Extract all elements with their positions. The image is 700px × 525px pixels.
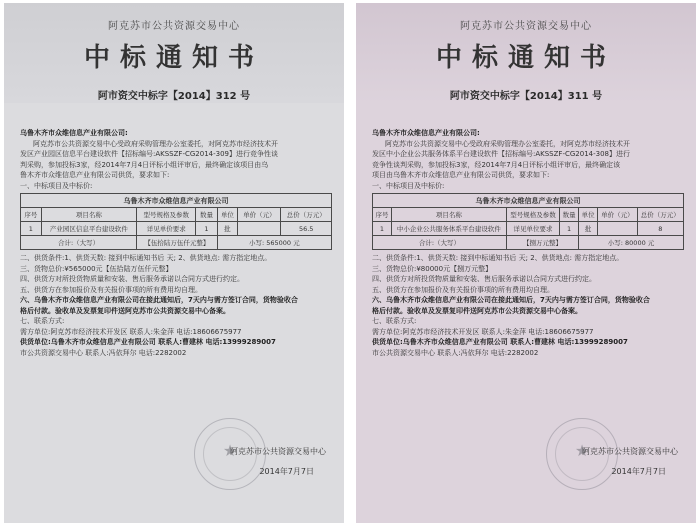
term-line: 六、乌鲁木齐市众维信息产业有限公司在接此通知后，7天内与需方签订合同，货物验收合 bbox=[372, 296, 650, 304]
total-label: 合计:（大写） bbox=[373, 236, 507, 250]
contact-line: 需方单位:阿克苏市经济技术开发区 联系人:朱金萍 电话:18606675977 bbox=[372, 327, 594, 336]
term-line: 六、乌鲁木齐市众维信息产业有限公司在接此通知后，7天内与需方签订合同，货物验收合 bbox=[20, 296, 298, 304]
contact-line: 供货单位:乌鲁木齐市众维信息产业有限公司 联系人:曹建林 电话:13999289007 bbox=[372, 338, 628, 346]
signature-org: 阿克苏市公共资源交易中心 bbox=[582, 447, 678, 456]
header-cell: 单位 bbox=[579, 208, 598, 222]
header-cell: 单价（元） bbox=[598, 208, 638, 222]
header-cell: 数量 bbox=[196, 208, 217, 222]
contact-line: 供货单位:乌鲁木齐市众维信息产业有限公司 联系人:曹建林 电话:13999289007 bbox=[20, 338, 276, 346]
row-cell: 详见单位要求 bbox=[506, 222, 559, 236]
header-cell: 项目名称 bbox=[391, 208, 506, 222]
total-small: 小写: 80000 元 bbox=[579, 236, 684, 250]
term-line: 四、供货方对所投货物质量和安装、售后服务承诺以合同方式进行约定。 bbox=[20, 275, 244, 283]
total-small: 小写: 565000 元 bbox=[217, 236, 331, 250]
document-body bbox=[20, 128, 332, 358]
addressee: 乌鲁木齐市众维信息产业有限公司: bbox=[372, 129, 480, 137]
body-line: 鲁木齐市众维信息产业有限公司供货，要求如下: bbox=[20, 171, 170, 179]
issuer-name: 阿克苏市公共资源交易中心 bbox=[108, 21, 240, 32]
table-header-row bbox=[373, 208, 684, 222]
term-line: 四、供货方对所投货物质量和安装、售后服务承诺以合同方式进行约定。 bbox=[372, 275, 596, 283]
table-company: 乌鲁木齐市众维信息产业有限公司 bbox=[21, 194, 332, 208]
row-cell: 1 bbox=[373, 222, 392, 236]
header-cell: 序号 bbox=[373, 208, 392, 222]
row-cell: 批 bbox=[579, 222, 598, 236]
term-line: 格后付款。验收单及发票复印件送阿克苏市公共资源交易中心备案。 bbox=[372, 306, 582, 315]
award-table bbox=[372, 193, 684, 250]
row-cell: 1 bbox=[21, 222, 42, 236]
term-line: 格后付款。验收单及发票复印件送阿克苏市公共资源交易中心备案。 bbox=[20, 306, 230, 315]
term-line: 二、供货条件:1、供货天数: 接到中标通知书后 天; 2、供货地点: 需方指定地点。 bbox=[20, 254, 272, 262]
table-company: 乌鲁木齐市众维信息产业有限公司 bbox=[373, 194, 684, 208]
document-title: 中标通知书 bbox=[435, 43, 616, 73]
table-row bbox=[21, 222, 332, 236]
term-line: 七、联系方式: bbox=[20, 317, 65, 325]
header-cell: 数量 bbox=[560, 208, 579, 222]
header-cell: 型号规格及参数 bbox=[506, 208, 559, 222]
term-line: 三、货物总价:¥565000元【伍拾陆万伍仟元整】 bbox=[20, 264, 173, 273]
header-cell: 总价（万元） bbox=[637, 208, 683, 222]
term-line: 三、货物总价:¥80000元【捌万元整】 bbox=[372, 264, 493, 273]
signature-date: 2014年7月7日 bbox=[611, 467, 666, 476]
header-cell: 单位 bbox=[217, 208, 238, 222]
table-row bbox=[373, 222, 684, 236]
term-line: 五、供货方在参加报价及有关报价事项的所有费用均自理。 bbox=[20, 285, 202, 294]
star-icon: ★ bbox=[222, 441, 238, 460]
section-heading: 一、中标项目及中标价: bbox=[372, 181, 445, 190]
award-table bbox=[20, 193, 332, 250]
header-cell: 项目名称 bbox=[41, 208, 136, 222]
total-words: 【伍拾陆万伍仟元整】 bbox=[137, 236, 217, 250]
row-cell: 详见单价要求 bbox=[137, 222, 196, 236]
body-line: 阿克苏市公共资源交易中心受政府采购管理办公室委托，对阿克苏市经济技术开 bbox=[385, 139, 630, 148]
row-cell bbox=[598, 222, 638, 236]
document-body bbox=[372, 128, 684, 358]
issuer-name: 阿克苏市公共资源交易中心 bbox=[460, 21, 592, 32]
table-total-row bbox=[21, 236, 332, 250]
table-total-row bbox=[373, 236, 684, 250]
row-cell: 产业园区信息平台建设软件 bbox=[41, 222, 136, 236]
term-line: 五、供货方在参加报价及有关报价事项的所有费用均自理。 bbox=[372, 285, 554, 294]
header-cell: 单价（元） bbox=[238, 208, 281, 222]
header-cell: 序号 bbox=[21, 208, 42, 222]
row-cell: 1 bbox=[560, 222, 579, 236]
row-cell: 中小企业公共服务体系平台建设软件 bbox=[391, 222, 506, 236]
body-line: 项目由乌鲁木齐市众维信息产业有限公司供货，要求如下: bbox=[372, 171, 550, 179]
row-cell: 8 bbox=[637, 222, 683, 236]
body-line: 阿克苏市公共资源交易中心受政府采购管理办公室委托，对阿克苏市经济技术开 bbox=[33, 139, 278, 148]
table-header-row bbox=[21, 208, 332, 222]
document-title: 中标通知书 bbox=[83, 43, 264, 73]
body-line: 发区产业园区信息平台建设软件【招标编号:AKSSZF-CG2014-309】进行竞争性谈 bbox=[20, 150, 278, 158]
term-line: 二、供货条件:1、供货天数: 接到中标通知书后 天; 2、供货地点: 需方指定地点。 bbox=[372, 254, 624, 262]
body-line: 竞争性谈判采购，参加投标3家，经2014年7月4日评标小组评审后，最终确定该 bbox=[372, 160, 621, 169]
signature-date: 2014年7月7日 bbox=[259, 467, 314, 476]
row-cell: 1 bbox=[196, 222, 217, 236]
header-cell: 型号规格及参数 bbox=[137, 208, 196, 222]
total-words: 【捌万元整】 bbox=[506, 236, 578, 250]
row-cell: 批 bbox=[217, 222, 238, 236]
contact-line: 需方单位:阿克苏市经济技术开发区 联系人:朱金萍 电话:18606675977 bbox=[20, 327, 242, 336]
total-label: 合计:（大写） bbox=[21, 236, 137, 250]
section-heading: 一、中标项目及中标价: bbox=[20, 181, 93, 190]
body-line: 判采购，参加投标3家，经2014年7月4日评标小组评审后，最终确定该项目由乌 bbox=[20, 160, 269, 169]
contact-line: 市公共资源交易中心 联系人:冯依拜尔 电话:2282002 bbox=[20, 348, 187, 357]
notice-document-right bbox=[356, 3, 696, 523]
star-icon: ★ bbox=[574, 441, 590, 460]
term-line: 七、联系方式: bbox=[372, 317, 417, 325]
addressee: 乌鲁木齐市众维信息产业有限公司: bbox=[20, 129, 128, 137]
row-cell bbox=[238, 222, 281, 236]
header-cell: 总价（万元） bbox=[281, 208, 332, 222]
notice-document-left bbox=[4, 3, 344, 523]
document-number: 阿市资交中标字【2014】311 号 bbox=[449, 91, 603, 102]
document-number: 阿市资交中标字【2014】312 号 bbox=[97, 91, 251, 102]
body-line: 发区中小企业公共服务体系平台建设软件【招标编号:AKSSZF-CG2014-308】进行 bbox=[372, 150, 630, 158]
contact-line: 市公共资源交易中心 联系人:冯依拜尔 电话:2282002 bbox=[372, 348, 539, 357]
signature-org: 阿克苏市公共资源交易中心 bbox=[230, 447, 326, 456]
row-cell: 56.5 bbox=[281, 222, 332, 236]
